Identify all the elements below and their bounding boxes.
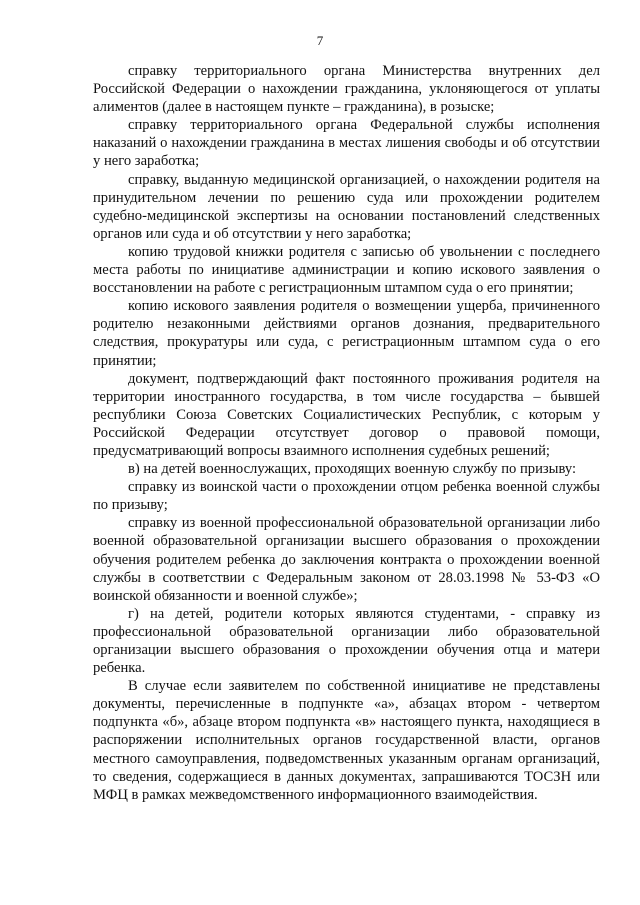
paragraph-military-children: в) на детей военнослужащих, проходящих военную службу по призыву: [128,461,577,478]
paragraph-military-education-certificate: справку из военной профессиональной образовательной организации либо военной образовательной организации высшего образования о прохождении обучения родителем ребенка до заключения контракта о прохождении военной службы в соответствии с Федеральным законом от 28.03.1998 № 53-ФЗ «О воинской обязанности и военной службе»; [93,515,600,604]
paragraph-student-parents: г) на детей, родители которых являются студентами, - справку из профессиональной образовательной организации либо образовательной организации высшего образования о прохождении обучения отца и матери ребенка. [93,605,600,677]
paragraph-mvd-certificate: справку территориального органа Министерства внутренних дел Российской Федерации о нахождении гражданина, уклоняющегося от уплаты алиментов (далее в настоящем пункте – гражданина), в розыске; [93,63,600,116]
paragraph-interagency-request: В случае если заявителем по собственной инициативе не представлены документы, перечисленные в подпункте «а», абзацах втором - четвертом подпункта «б», абзаце втором подпункта «в» настоящего пункта, находящиеся в распоряжении исполнительных органов государственной власти, органов местного самоуправления, подведомственных указанным органам организаций, то сведения, содержащиеся в данных документах, запрашиваются ТОСЗН или МФЦ в рамках межведомственного информационного взаимодействия. [93,678,600,803]
paragraph-military-unit-certificate: справку из воинской части о прохождении отцом ребенка военной службы по призыву; [93,479,600,514]
paragraph-employment-record: копию трудовой книжки родителя с записью об увольнении с последнего места работы по инициативе администрации и копию искового заявления о восстановлении на работе с регистрационным штампом суда о его принятии; [93,243,600,297]
paragraph-medical-certificate: справку, выданную медицинской организацией, о нахождении родителя на принудительном лечении по решению суда или прохождении родителем судебно-медицинской экспертизы на основании постановлений следственных органов или суда и об отсутствии у него заработка; [93,171,600,242]
paragraph-foreign-residence: документ, подтверждающий факт постоянного проживания родителя на территории иностранного государства, в том числе государства – бывшей республики Союза Советских Социалистических Республик, с которым у Российской Федерации отсутствует договор о правовой помощи, предусматривающий вопросы взаимного исполнения судебных решений; [93,370,600,459]
paragraph-fsin-certificate: справку территориального органа Федеральной службы исполнения наказаний о нахождении гражданина в местах лишения свободы и об отсутствии у него заработка; [93,117,600,170]
page-number: 7 [316,33,324,48]
document-body [93,62,600,804]
paragraph-damage-claim: копию искового заявления родителя о возмещении ущерба, причиненного родителю незаконными действиями органов дознания, предварительного следствия, прокуратуры или суда, с регистрационным штампом суда о его принятии; [93,298,600,369]
